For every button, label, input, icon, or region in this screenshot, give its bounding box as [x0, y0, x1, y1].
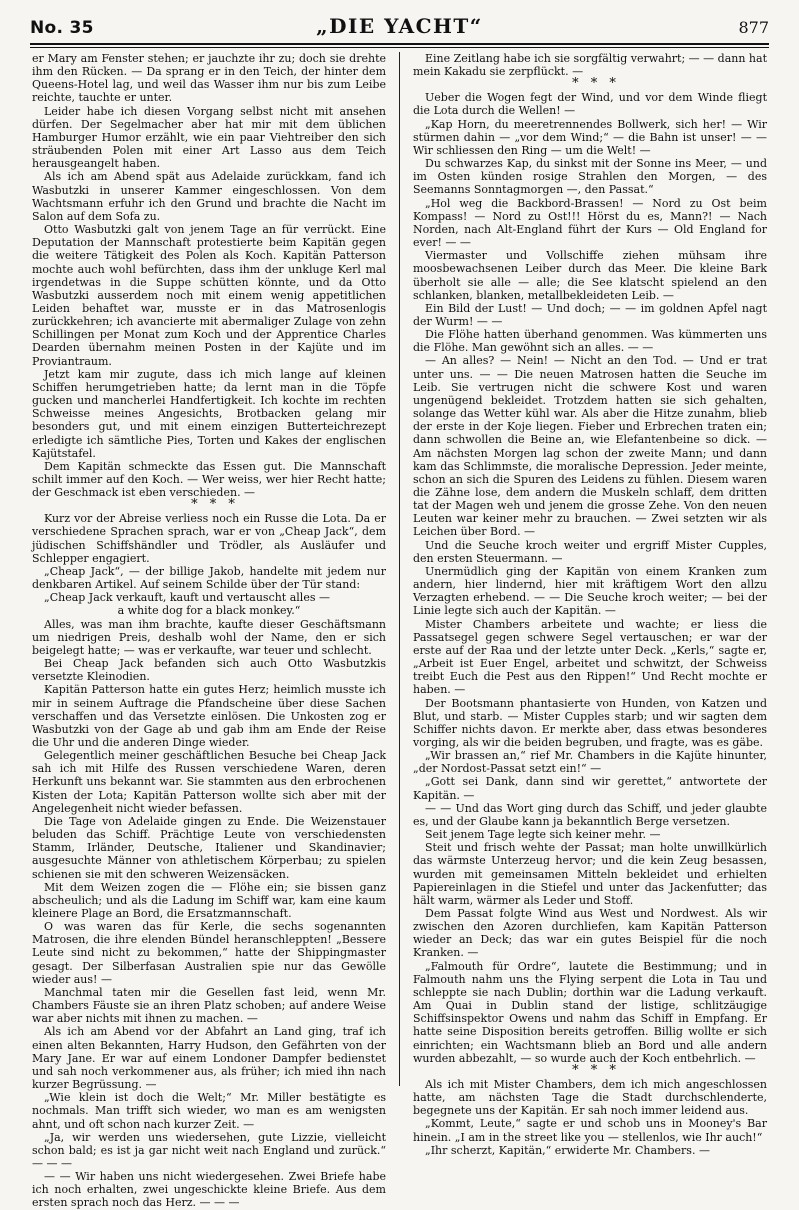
paragraph: — An alles? — Nein! — Nicht an den Tod. — Und er trat unter uns. — — Die neuen Matrosen hatten die Seuche im Leib. Sie vertrugen nicht die schwere Kost und waren ungenügend bekleidet. Trotzdem hatten sie sich gehalten, solange das Wetter kühl war. Als aber die Hitze zunahm, blieb der erste in der Koje liegen. Fieber und Erbrechen traten ein; dann schwollen die Beine an, wie Elefantenbeine so dick. — Am nächsten Morgen lag schon der zweite Mann; und dann kam das Schlimmste, die moralische Depression. Jeder meinte, schon an sich die Spuren des Leidens zu fühlen. Diesem waren die Zähne lose, dem andern die Muskeln schlaff, dem dritten tat der Magen weh und jenem die grosse Zehe. Von den neuen Leuten war keiner mehr zu brauchen. — Zwei setzten wir als Leichen über Bord. —: [413, 354, 767, 539]
paragraph: Eine Zeitlang habe ich sie sorgfältig verwahrt; — — dann hat mein Kakadu sie zerpflückt. —: [413, 52, 767, 79]
paragraph: Viermaster und Vollschiffe ziehen mühsam ihre moosbewachsenen Leiber durch das Meer. Die kleine Bark überholt sie alle — alle; die See klatscht spielend an den schlanken, blanken, metallbekleideten Leib. —: [413, 249, 767, 302]
paragraph: Mit dem Weizen zogen die — Flöhe ein; sie bissen ganz abscheulich; und als die Ladung im Schiff war, kam eine kaum kleinere Plage an Bord, die Ersatzmannschaft.: [32, 880, 386, 920]
paragraph: Unermüdlich ging der Kapitän von einem Kranken zum andern, hier lindernd, hier mit kräftigem Wort den allzu Verzagten erhebend. — — Die Seuche kroch weiter; — bei der Linie legte sich auch der Kapitän. —: [413, 564, 767, 618]
paragraph: „Kommt, Leute,“ sagte er und schob uns in Mooney's Bar hinein. „I am in the street like you — stellenlos, wie Ihr auch!“: [413, 1117, 767, 1144]
paragraph: Manchmal taten mir die Gesellen fast leid, wenn Mr. Chambers Fäuste sie an ihren Platz schoben; auf andere Weise war aber nichts mit ihnen zu machen. —: [32, 985, 386, 1026]
paragraph: „Ihr scherzt, Kapitän,“ erwiderte Mr. Chambers. —: [425, 1143, 710, 1157]
paragraph: Kurz vor der Abreise verliess noch ein Russe die Lota. Da er verschiedene Sprachen sprach, war er von „Cheap Jack“, dem jüdischen Schiffshändler und Trödler, als Ausläufer und Schlepper engagiert.: [32, 512, 386, 565]
section-break: * * *: [572, 76, 620, 92]
paragraph: Und die Seuche kroch weiter und ergriff Mister Cupples, den ersten Steuermann. —: [413, 538, 767, 565]
section-break: * * *: [572, 1062, 620, 1078]
paragraph: Gelegentlich meiner geschäftlichen Besuche bei Cheap Jack sah ich mit Hilfe des Russen verschiedene Waren, deren Herkunft uns bekannt war. Sie stammten aus den erbrochenen Kisten der Lota; Kapitän Patterson wollte sich aber mit der Angelegenheit nicht wieder befassen.: [32, 749, 386, 815]
paragraph: Seit jenem Tage legte sich keiner mehr. —: [425, 828, 661, 842]
page-header: [30, 14, 769, 42]
paragraph: Als ich am Abend vor der Abfahrt an Land ging, traf ich einen alten Bekannten, Harry Hudson, den Gefährten von der Mary Jane. Er war auf einem Londoner Dampfer bedienstet und sah noch verkommener aus, als früher; ich mied ihn nach kurzer Begrüssung. —: [32, 1025, 386, 1092]
paragraph: Die Flöhe hatten überhand genommen. Was kümmerten uns die Flöhe. Man gewöhnt sich an alles. — —: [413, 328, 767, 355]
section-break: * * *: [191, 497, 239, 513]
paragraph: Jetzt kam mir zugute, dass ich mich lange auf kleinen Schiffen herumgetrieben hatte; da lernt man in die Töpfe gucken und mancherlei Handfertigkeit. Ich kochte im rechten Schweisse meines Angesichts, Brotbacken gelang mir besonders gut, und mit einem einzigen Butterteichrezept erledigte ich sämtliche Pies, Torten und Kakes der englischen Kajütstafel.: [32, 367, 386, 460]
paragraph: Ueber die Wogen fegt der Wind, und vor dem Winde fliegt die Lota durch die Wellen! —: [413, 91, 767, 118]
paragraph: Der Bootsmann phantasierte von Hunden, von Katzen und Blut, und starb. — Mister Cupples starb; und wir sagten dem Schiffer nichts davon. Er merkte aber, dass etwas besonderes vorging, als wir die beiden begruben, und fragte, was es gäbe.: [413, 696, 767, 749]
paragraph: Bei Cheap Jack befanden sich auch Otto Wasbutzkis versetzte Kleinodien.: [32, 657, 386, 684]
paragraph: „Wir brassen an,“ rief Mr. Chambers in die Kajüte hinunter, „der Nordost-Passat setzt ein!“ —: [413, 749, 767, 776]
paragraph: Mister Chambers arbeitete und wachte; er liess die Passatsegel gegen schwere Segel vertauschen; er war der erste auf der Raa und der letzte unter Deck. „Kerls,“ sagte er, „Arbeit ist Euer Engel, arbeitet und schwitzt, der Schweiss treibt Euch die Pest aus den Rippen!“ Und Recht mochte er haben. —: [413, 617, 767, 697]
left-column: [32, 52, 386, 1210]
header-rule: [30, 43, 769, 48]
paragraph: Als ich am Abend spät aus Adelaide zurückkam, fand ich Wasbutzki in unserer Kammer eingeschlossen. Von dem Wachtsmann erfuhr ich den Grund und brachte die Nacht im Salon auf dem Sofa zu.: [32, 170, 386, 223]
paragraph: „Gott sei Dank, dann sind wir gerettet,“ antwortete der Kapitän. —: [413, 775, 767, 802]
publication-title: „DIE YACHT“: [316, 14, 483, 38]
paragraph: — — Wir haben uns nicht wiedergesehen. Zwei Briefe habe ich noch erhalten, zwei ungeschickte kleine Briefe. Aus dem ersten sprach noch das Herz. — — —: [32, 1170, 386, 1210]
paragraph: „Falmouth für Ordre“, lautete die Bestimmung; und in Falmouth nahm uns the Flying serpent die Lota in Tau und schleppte sie nach Dublin; dorthin war die Ladung verkauft. Am Quai in Dublin stand der listige, schlitzäugige Schiffsinspektor Owens und nahm das Schiff in Empfang. Er hatte seine Disposition bereits getroffen. Billig wollte er sich einrichten; ein Wachtsmann blieb an Bord und alle andern wurden abbezahlt, — so wurde auch der Koch entbehrlich. —: [413, 959, 767, 1065]
paragraph: O was waren das für Kerle, die sechs sogenannten Matrosen, die ihre elenden Bündel heranschleppten! „Bessere Leute sind nicht zu bekommen,“ hatte der Shippingmaster gesagt. Der Silberfasan Australien spie nur das Gewölle wieder aus! —: [32, 920, 386, 986]
paragraph: Leider habe ich diesen Vorgang selbst nicht mit ansehen dürfen. Der Segelmacher aber hat mir mit dem üblichen Hamburger Humor erzählt, wie ein paar Viehtreiber den sich sträubenden Polen mit einer Art Lasso aus dem Teich herausgeangelt haben.: [32, 104, 386, 171]
quoted-line: a white dog for a black monkey.“: [117, 604, 301, 618]
paragraph: „Kap Horn, du meeretrennendes Bollwerk, sich her! — Wir stürmen dahin — „vor dem Wind;“ — die Bahn ist unser! — — Wir schliessen den Ring — um die Welt! —: [413, 117, 767, 157]
right-column: [413, 52, 767, 1157]
paragraph: — — Und das Wort ging durch das Schiff, und jeder glaubte es, und der Glaube kann ja bekanntlich Berge versetzen.: [413, 801, 767, 828]
paragraph: Otto Wasbutzki galt von jenem Tage an für verrückt. Eine Deputation der Mannschaft protestierte beim Kapitän gegen die weitere Tätigkeit des Polen als Koch. Kapitän Patterson mochte auch wohl befürchten, dass ihm der unkluge Kerl mal irgendetwas in die Suppe schütten könnte, und da Otto Wasbutzki ausserdem noch mit einem wenig appetitlichen Leiden behaftet war, musste er in das Matrosenlogis zurückkehren; ich avancierte mit abermaliger Zulage von zehn Schillingen per Monat zum Koch und der Apprentice Charles Dearden übernahm meinen Posten in der Kajüte und im Proviantraum.: [32, 223, 386, 368]
issue-number: No. 35: [30, 18, 94, 38]
paragraph: Dem Kapitän schmeckte das Essen gut. Die Mannschaft schilt immer auf den Koch. — Wer weiss, wer hier Recht hatte; der Geschmack ist eben verschieden. —: [32, 459, 386, 500]
paragraph: Du schwarzes Kap, du sinkst mit der Sonne ins Meer, — und im Osten künden rosige Strahlen den Morgen, — des Seemanns Sonntagmorgen —, den Passat.“: [413, 157, 767, 197]
paragraph: „Wie klein ist doch die Welt;“ Mr. Miller bestätigte es nochmals. Man trifft sich wieder, wo man es am wenigsten ahnt, und oft schon nach kurzer Zeit. —: [32, 1091, 386, 1131]
paragraph: Kapitän Patterson hatte ein gutes Herz; heimlich musste ich mir in seinem Auftrage die Pfandscheine über diese Sachen verschaffen und das Versetzte einlösen. Die Unkosten zog er Wasbutzki von der Gage ab und gab ihm am Ende der Reise die Uhr und die anderen Dinge wieder.: [32, 683, 386, 749]
paragraph: Steit und frisch wehte der Passat; man holte unwillkürlich das wärmste Unterzeug hervor; und die kein Zeug besassen, wurden mit gemeinsamen Mitteln bekleidet und erhielten Papiereinlagen in die Stiefel und unter das Jackenfutter; das hält warm, wärmer als Leder und Stoff.: [413, 841, 767, 907]
paragraph: „Ja, wir werden uns wiedersehen, gute Lizzie, vielleicht schon bald; es ist ja gar nicht weit nach England und zurück.“ — — —: [32, 1130, 386, 1170]
paragraph: Ein Bild der Lust! — Und doch; — — im goldnen Apfel nagt der Wurm! — —: [413, 301, 767, 328]
paragraph: Alles, was man ihm brachte, kaufte dieser Geschäftsmann um niedrigen Preis, deshalb wohl der Name, den er sich beigelegt hatte; — was er verkaufte, war teuer und schlecht.: [32, 617, 386, 657]
paragraph: Die Tage von Adelaide gingen zu Ende. Die Weizenstauer beluden das Schiff. Prächtige Leute von verschiedensten Stamm, Irländer, Deutsche, Italiener und Skandinavier; ausgesuchte Männer von athletischem Körperbau; zu spielen schienen sie mit den schweren Weizensäcken.: [32, 814, 386, 881]
paragraph: er Mary am Fenster stehen; er jauchzte ihr zu; doch sie drehte ihm den Rücken. — Da sprang er in den Teich, der hinter dem Queens-Hotel lag, und weil das Wasser ihm nur bis zum Leibe reichte, tauchte er unter.: [32, 52, 386, 105]
paragraph: „Cheap Jack verkauft, kauft und vertauscht alles —: [44, 591, 330, 605]
paragraph: „Hol weg die Backbord-Brassen! — Nord zu Ost beim Kompass! — Nord zu Ost!!! Hörst du es, Mann?! — Nach Norden, nach Alt-England führt der Kurs — Old England for ever! — —: [413, 196, 767, 250]
paragraph: „Cheap Jack“, — der billige Jakob, handelte mit jedem nur denkbaren Artikel. Auf seinem Schilde über der Tür stand:: [32, 564, 386, 592]
paragraph: Als ich mit Mister Chambers, dem ich mich angeschlossen hatte, am nächsten Tage die Stadt durchschlenderte, begegnete uns der Kapitän. Er sah noch immer leidend aus.: [413, 1077, 767, 1118]
paragraph: Dem Passat folgte Wind aus West und Nordwest. Als wir zwischen den Azoren durchliefen, kam Kapitän Patterson wieder an Deck; das war ein gutes Beispiel für die noch Kranken. —: [413, 907, 767, 960]
column-divider: [399, 52, 400, 1086]
page-number: 877: [738, 18, 769, 37]
